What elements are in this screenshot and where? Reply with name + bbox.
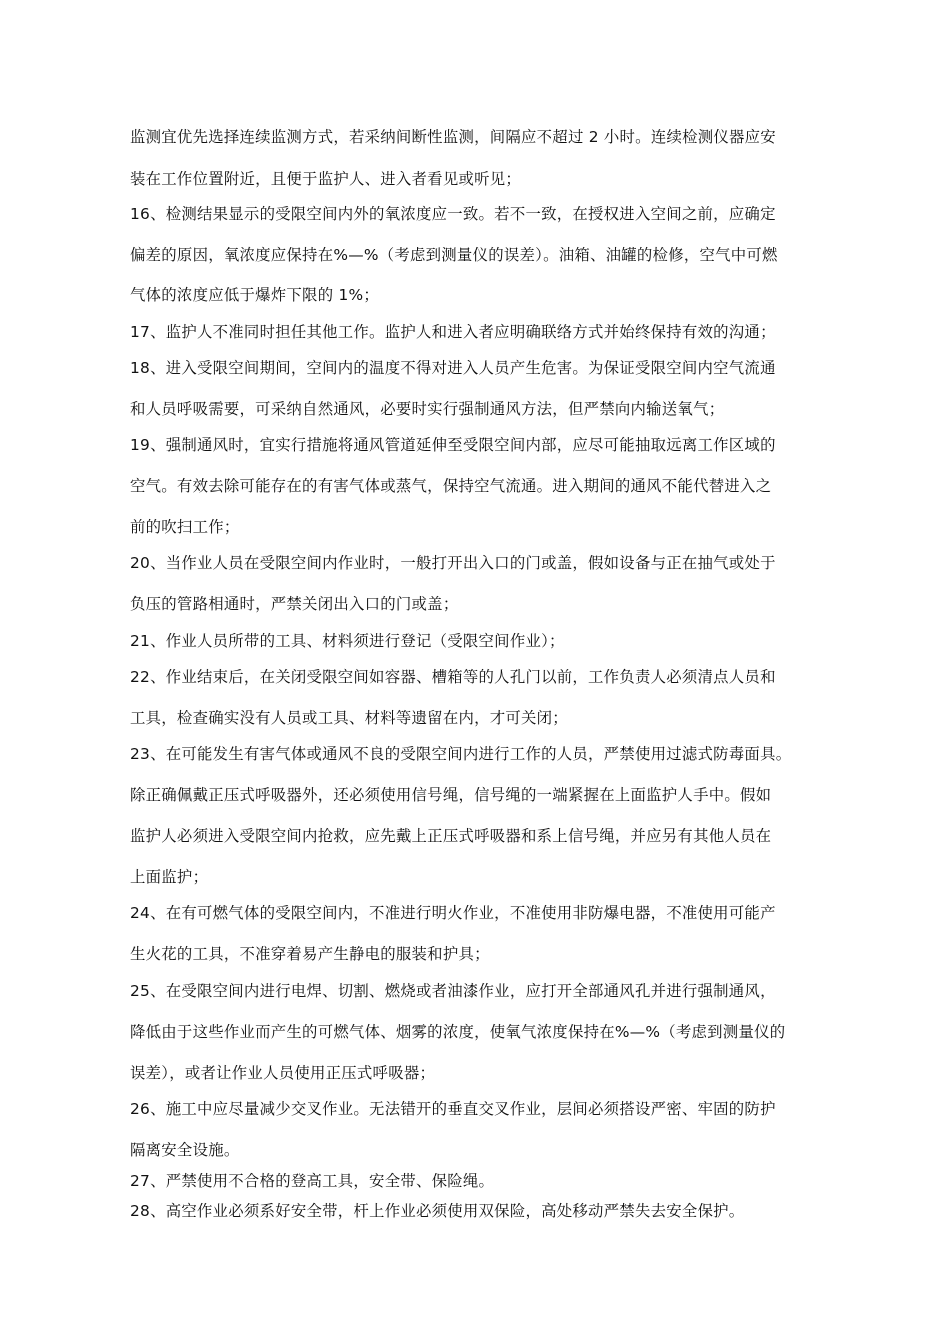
text-line: 21、作业人员所带的工具、材料须进行登记（受限空间作业）； xyxy=(130,632,565,650)
text-line: 28、高空作业必须系好安全带，杆上作业必须使用双保险，高处移动严禁失去安全保护。 xyxy=(130,1202,745,1220)
text-line: 生火花的工具，不准穿着易产生静电的服装和护具； xyxy=(130,945,490,963)
text-line: 20、当作业人员在受限空间内作业时，一般打开出入口的门或盖，假如设备与正在抽气或处于 xyxy=(130,554,776,572)
text-line: 22、作业结束后，在关闭受限空间如容器、槽箱等的人孔门以前，工作负责人必须清点人员和 xyxy=(130,668,776,686)
text-line: 装在工作位置附近，且便于监护人、进入者看见或听见； xyxy=(130,170,522,188)
text-line: 18、进入受限空间期间，空间内的温度不得对进入人员产生危害。为保证受限空间内空气流通 xyxy=(130,359,776,377)
text-line: 前的吹扫工作； xyxy=(130,518,240,536)
text-line: 降低由于这些作业而产生的可燃气体、烟雾的浓度，使氧气浓度保持在%—%（考虑到测量仪的 xyxy=(130,1023,786,1041)
text-line: 监测宜优先选择连续监测方式，若采纳间断性监测，间隔应不超过 2 小时。连续检测仪器应安 xyxy=(130,128,776,146)
text-line: 16、检测结果显示的受限空间内外的氧浓度应一致。若不一致，在授权进入空间之前，应确定 xyxy=(130,205,776,223)
text-line: 工具，检查确实没有人员或工具、材料等遗留在内，才可关闭； xyxy=(130,709,568,727)
text-line: 17、监护人不准同时担任其他工作。监护人和进入者应明确联络方式并始终保持有效的沟通； xyxy=(130,323,776,341)
text-line: 空气。有效去除可能存在的有害气体或蒸气，保持空气流通。进入期间的通风不能代替进入之 xyxy=(130,477,772,495)
text-line: 偏差的原因，氧浓度应保持在%—%（考虑到测量仪的误差）。油箱、油罐的检修，空气中可燃 xyxy=(130,246,778,264)
text-line: 上面监护； xyxy=(130,868,209,886)
text-line: 19、强制通风时，宜实行措施将通风管道延伸至受限空间内部，应尽可能抽取远离工作区域的 xyxy=(130,436,776,454)
text-line: 隔离安全设施。 xyxy=(130,1141,240,1159)
text-line: 误差），或者让作业人员使用正压式呼吸器； xyxy=(130,1064,436,1082)
text-line: 25、在受限空间内进行电焊、切割、燃烧或者油漆作业，应打开全部通风孔并进行强制通风， xyxy=(130,982,776,1000)
text-line: 负压的管路相通时，严禁关闭出入口的门或盖； xyxy=(130,595,459,613)
text-line: 24、在有可燃气体的受限空间内，不准进行明火作业，不准使用非防爆电器，不准使用可能产 xyxy=(130,904,776,922)
text-line: 27、严禁使用不合格的登高工具，安全带、保险绳。 xyxy=(130,1172,495,1190)
text-line: 气体的浓度应低于爆炸下限的 1%； xyxy=(130,286,380,304)
text-line: 23、在可能发生有害气体或通风不良的受限空间内进行工作的人员，严禁使用过滤式防毒面具。 xyxy=(130,745,792,763)
text-line: 监护人必须进入受限空间内抢救，应先戴上正压式呼吸器和系上信号绳，并应另有其他人员在 xyxy=(130,827,772,845)
text-line: 和人员呼吸需要，可采纳自然通风，必要时实行强制通风方法，但严禁向内输送氧气； xyxy=(130,400,725,418)
text-line: 26、施工中应尽量减少交叉作业。无法错开的垂直交叉作业，层间必须搭设严密、牢固的防护 xyxy=(130,1100,776,1118)
text-line: 除正确佩戴正压式呼吸器外，还必须使用信号绳，信号绳的一端紧握在上面监护人手中。假如 xyxy=(130,786,772,804)
